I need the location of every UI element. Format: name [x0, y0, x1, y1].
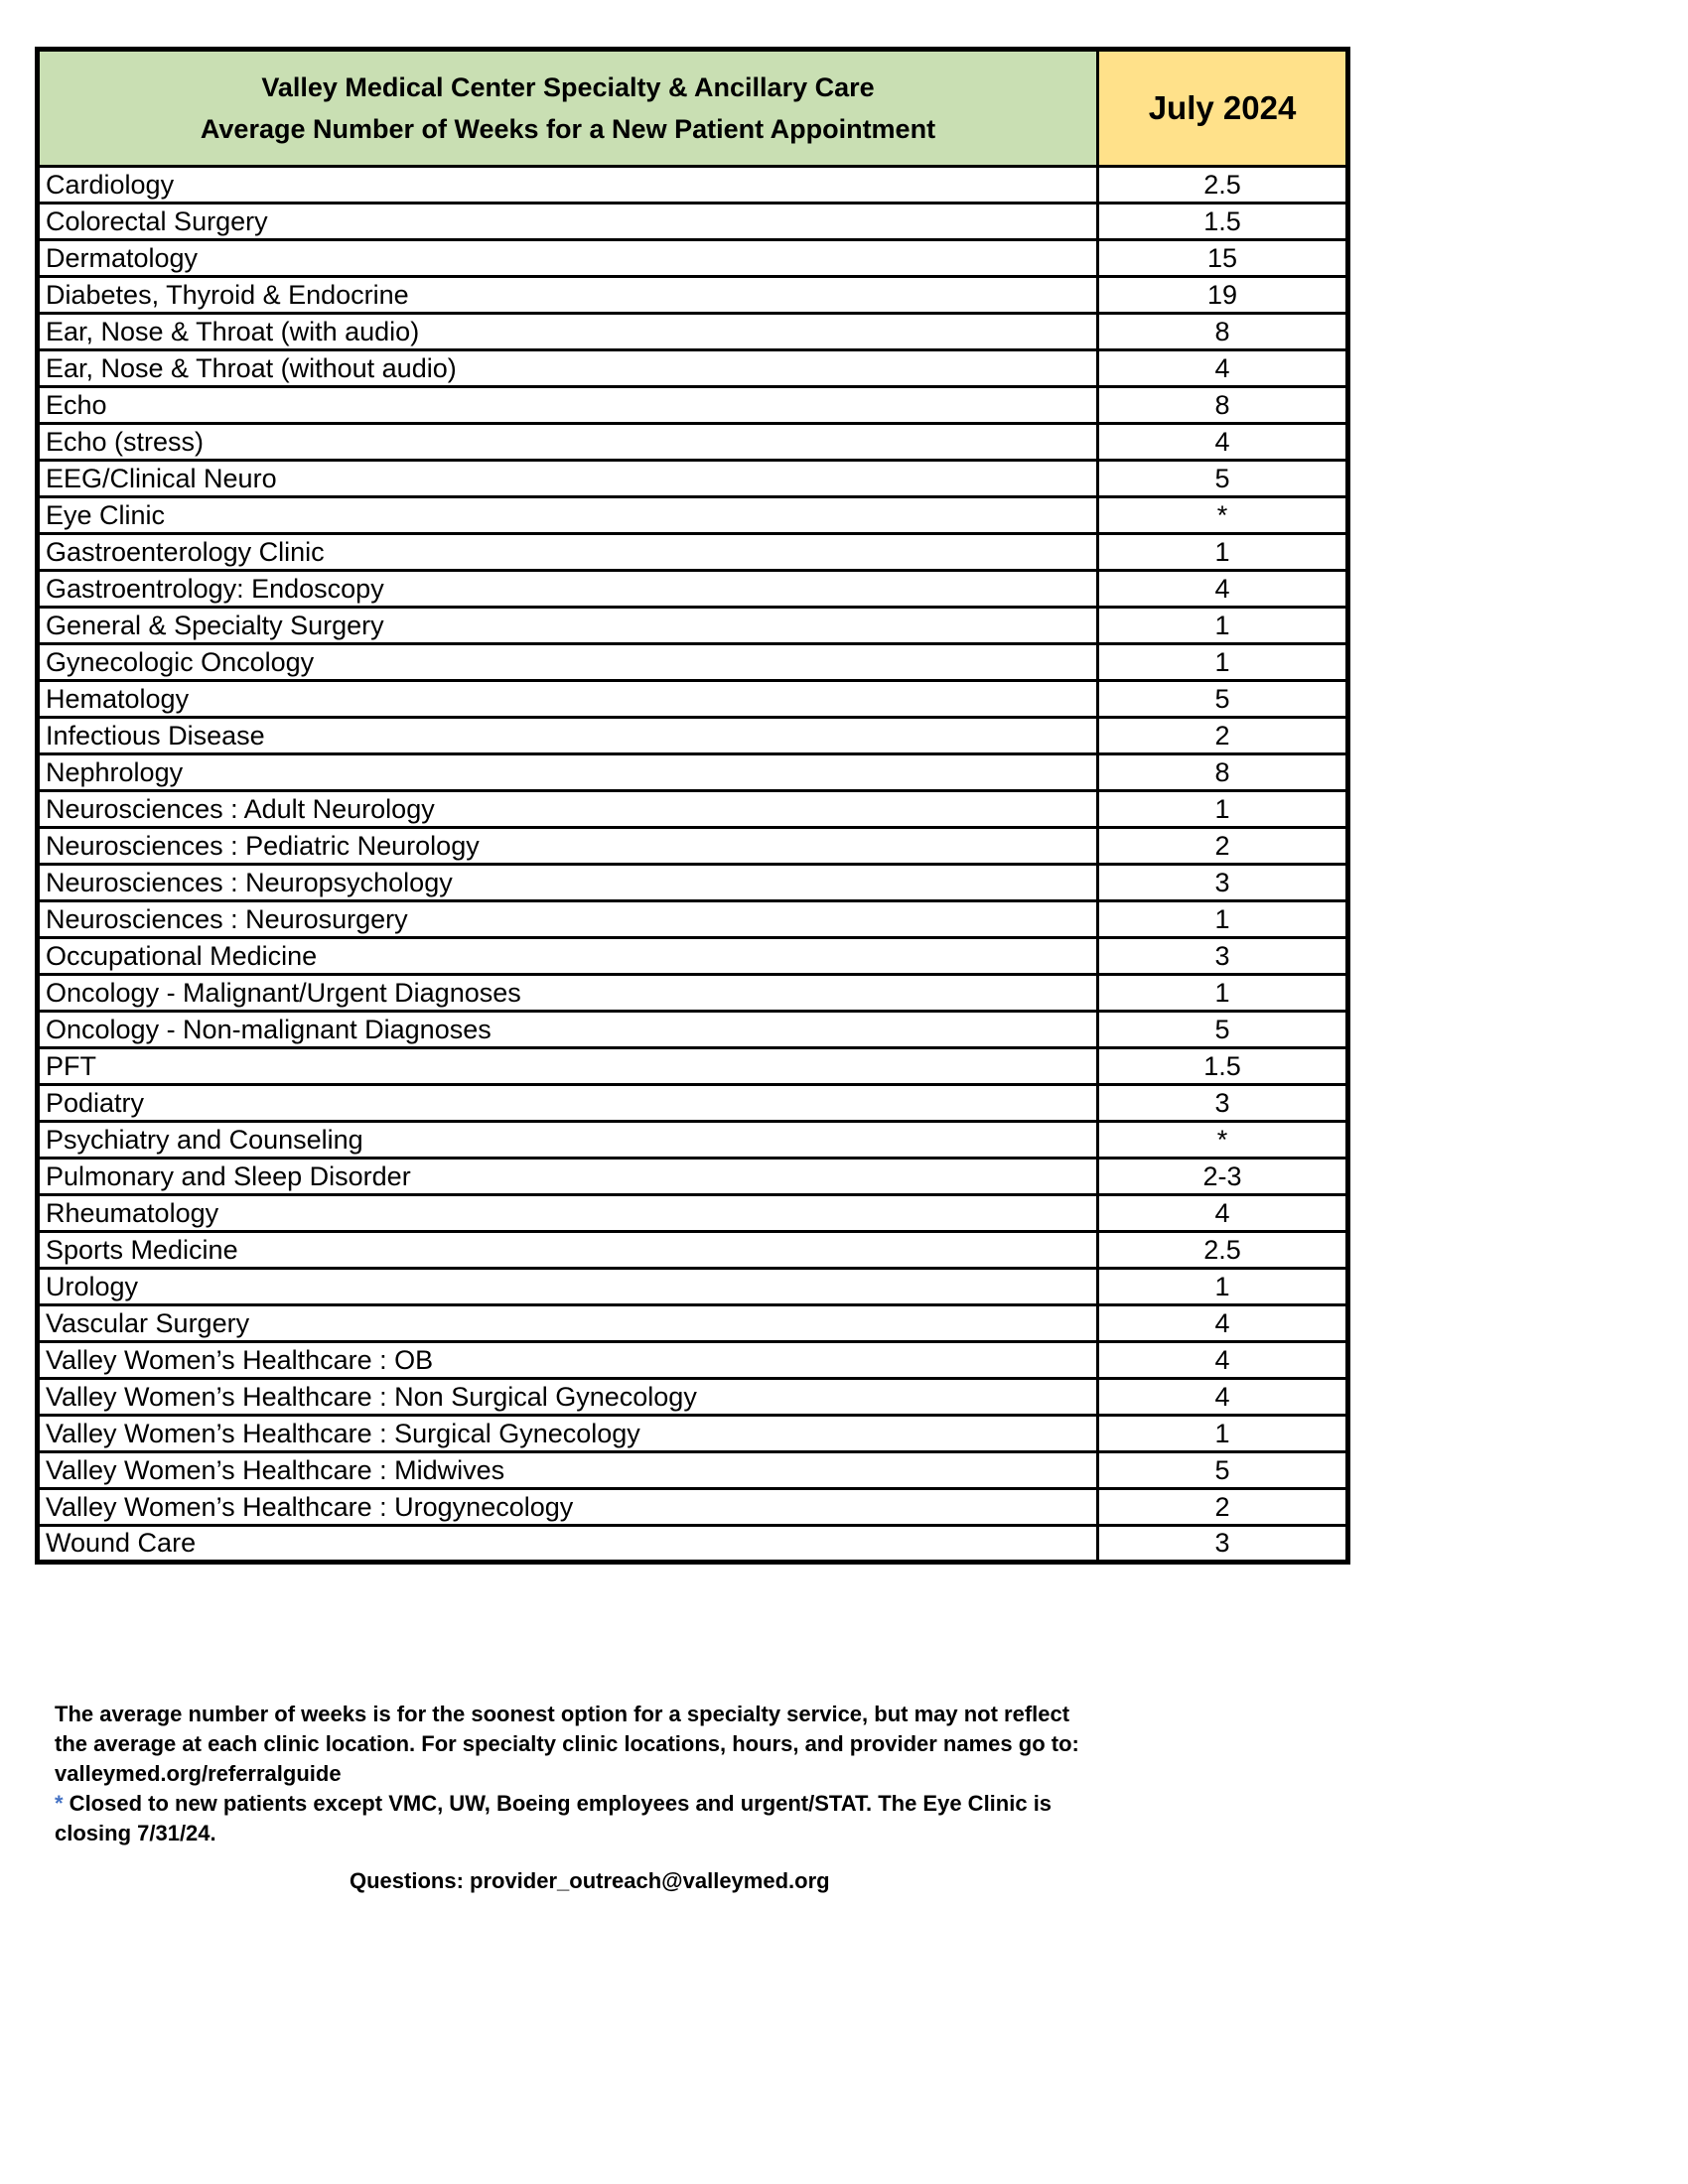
- weeks-value: 3: [1098, 938, 1348, 975]
- table-row: [38, 240, 1348, 277]
- footnotes: [55, 1700, 1079, 1848]
- table-row: [38, 1269, 1348, 1305]
- weeks-value: 5: [1098, 1012, 1348, 1048]
- table-header-period-cell: [1098, 50, 1348, 167]
- table-row: [38, 1085, 1348, 1122]
- weeks-value: 4: [1098, 1379, 1348, 1416]
- weeks-value: 5: [1098, 681, 1348, 718]
- table-row: [38, 387, 1348, 424]
- table-header-title-cell: [38, 50, 1098, 167]
- specialty-table-body: [38, 167, 1348, 1563]
- footnote-line-2: the average at each clinic location. For specialty clinic locations, hours, and provider names go to:: [55, 1731, 1079, 1756]
- table-row: [38, 424, 1348, 461]
- weeks-value: 1: [1098, 901, 1348, 938]
- weeks-value: 8: [1098, 754, 1348, 791]
- table-row: [38, 828, 1348, 865]
- table-row: [38, 461, 1348, 497]
- specialty-name: Neurosciences : Neurosurgery: [38, 901, 1098, 938]
- specialty-name: Wound Care: [38, 1526, 1098, 1563]
- period-label: July 2024: [1148, 89, 1297, 126]
- table-row: [38, 865, 1348, 901]
- header-row: [38, 50, 1348, 167]
- weeks-value: 1.5: [1098, 204, 1348, 240]
- table-row: [38, 1416, 1348, 1452]
- weeks-value: 4: [1098, 1342, 1348, 1379]
- footnote-line-5: closing 7/31/24.: [55, 1821, 216, 1845]
- specialty-name: Oncology - Non-malignant Diagnoses: [38, 1012, 1098, 1048]
- specialty-name: Colorectal Surgery: [38, 204, 1098, 240]
- specialty-name: Echo (stress): [38, 424, 1098, 461]
- specialty-name: Valley Women’s Healthcare : Midwives: [38, 1452, 1098, 1489]
- weeks-value: 4: [1098, 1305, 1348, 1342]
- weeks-value: 1: [1098, 644, 1348, 681]
- weeks-value: 4: [1098, 571, 1348, 608]
- specialty-name: Hematology: [38, 681, 1098, 718]
- table-row: [38, 1048, 1348, 1085]
- weeks-value: 4: [1098, 1195, 1348, 1232]
- table-row: [38, 571, 1348, 608]
- weeks-value: 19: [1098, 277, 1348, 314]
- footnote-line-3: valleymed.org/referralguide: [55, 1761, 342, 1786]
- weeks-value: 2.5: [1098, 1232, 1348, 1269]
- specialty-name: Gastroentrology: Endoscopy: [38, 571, 1098, 608]
- table-row: [38, 1232, 1348, 1269]
- table-row: [38, 314, 1348, 350]
- specialty-name: Infectious Disease: [38, 718, 1098, 754]
- weeks-value: 2: [1098, 1489, 1348, 1526]
- specialty-name: Valley Women’s Healthcare : Non Surgical Gynecology: [38, 1379, 1098, 1416]
- specialty-name: Valley Women’s Healthcare : OB: [38, 1342, 1098, 1379]
- table-row: [38, 204, 1348, 240]
- weeks-value: 4: [1098, 350, 1348, 387]
- table-row: [38, 350, 1348, 387]
- table-row: [38, 277, 1348, 314]
- footnote-line-4: [55, 1789, 1079, 1819]
- weeks-value: 5: [1098, 1452, 1348, 1489]
- specialty-name: Podiatry: [38, 1085, 1098, 1122]
- table-row: [38, 1195, 1348, 1232]
- table-row: [38, 1122, 1348, 1159]
- weeks-value: 3: [1098, 865, 1348, 901]
- table-row: [38, 534, 1348, 571]
- table-row: [38, 791, 1348, 828]
- table-row: [38, 167, 1348, 204]
- weeks-value: 2.5: [1098, 167, 1348, 204]
- weeks-value: 1: [1098, 791, 1348, 828]
- specialty-name: Gynecologic Oncology: [38, 644, 1098, 681]
- weeks-value: 1: [1098, 1416, 1348, 1452]
- table-row: [38, 1379, 1348, 1416]
- table-row: [38, 1305, 1348, 1342]
- weeks-value: 8: [1098, 387, 1348, 424]
- specialty-name: Cardiology: [38, 167, 1098, 204]
- specialty-table: [35, 47, 1350, 1565]
- weeks-value: 8: [1098, 314, 1348, 350]
- weeks-value: 1: [1098, 534, 1348, 571]
- specialty-name: Rheumatology: [38, 1195, 1098, 1232]
- table-row: [38, 1159, 1348, 1195]
- table-row: [38, 975, 1348, 1012]
- specialty-name: General & Specialty Surgery: [38, 608, 1098, 644]
- table-row: [38, 1452, 1348, 1489]
- table-row: [38, 608, 1348, 644]
- specialty-name: Neurosciences : Pediatric Neurology: [38, 828, 1098, 865]
- footnote-asterisk: *: [55, 1791, 64, 1816]
- specialty-name: Pulmonary and Sleep Disorder: [38, 1159, 1098, 1195]
- specialty-name: Valley Women’s Healthcare : Urogynecology: [38, 1489, 1098, 1526]
- footnote-line-1: The average number of weeks is for the soonest option for a specialty service, but may not reflect: [55, 1702, 1070, 1726]
- table-row: [38, 1012, 1348, 1048]
- weeks-value: 1: [1098, 975, 1348, 1012]
- specialty-name: Sports Medicine: [38, 1232, 1098, 1269]
- specialty-name: Urology: [38, 1269, 1098, 1305]
- weeks-value: 15: [1098, 240, 1348, 277]
- weeks-value: 2: [1098, 828, 1348, 865]
- table-row: [38, 754, 1348, 791]
- specialty-name: Psychiatry and Counseling: [38, 1122, 1098, 1159]
- footnote-line-4-text: Closed to new patients except VMC, UW, Boeing employees and urgent/STAT. The Eye Clinic is: [63, 1791, 1053, 1816]
- table-row: [38, 1342, 1348, 1379]
- table-row: [38, 644, 1348, 681]
- table-row: [38, 901, 1348, 938]
- weeks-value: 1.5: [1098, 1048, 1348, 1085]
- questions-line: Questions: provider_outreach@valleymed.org: [350, 1868, 830, 1893]
- weeks-value: 4: [1098, 424, 1348, 461]
- weeks-value: *: [1098, 497, 1348, 534]
- specialty-name: Valley Women’s Healthcare : Surgical Gynecology: [38, 1416, 1098, 1452]
- weeks-value: *: [1098, 1122, 1348, 1159]
- weeks-value: 2: [1098, 718, 1348, 754]
- specialty-name: PFT: [38, 1048, 1098, 1085]
- weeks-value: 1: [1098, 608, 1348, 644]
- weeks-value: 3: [1098, 1085, 1348, 1122]
- specialty-name: Neurosciences : Adult Neurology: [38, 791, 1098, 828]
- specialty-name: Nephrology: [38, 754, 1098, 791]
- specialty-name: Echo: [38, 387, 1098, 424]
- table-row: [38, 938, 1348, 975]
- specialty-name: Neurosciences : Neuropsychology: [38, 865, 1098, 901]
- table-row: [38, 1489, 1348, 1526]
- weeks-value: 2-3: [1098, 1159, 1348, 1195]
- specialty-name: Diabetes, Thyroid & Endocrine: [38, 277, 1098, 314]
- specialty-name: Dermatology: [38, 240, 1098, 277]
- weeks-value: 5: [1098, 461, 1348, 497]
- weeks-value: 1: [1098, 1269, 1348, 1305]
- table-title-line2: Average Number of Weeks for a New Patient Appointment: [200, 114, 936, 144]
- specialty-name: Eye Clinic: [38, 497, 1098, 534]
- specialty-name: Ear, Nose & Throat (without audio): [38, 350, 1098, 387]
- table-row: [38, 1526, 1348, 1563]
- specialty-name: Gastroenterology Clinic: [38, 534, 1098, 571]
- specialty-name: Ear, Nose & Throat (with audio): [38, 314, 1098, 350]
- specialty-name: Occupational Medicine: [38, 938, 1098, 975]
- specialty-name: Vascular Surgery: [38, 1305, 1098, 1342]
- weeks-value: 3: [1098, 1526, 1348, 1563]
- specialty-name: Oncology - Malignant/Urgent Diagnoses: [38, 975, 1098, 1012]
- table-row: [38, 718, 1348, 754]
- table-row: [38, 681, 1348, 718]
- specialty-name: EEG/Clinical Neuro: [38, 461, 1098, 497]
- table-row: [38, 497, 1348, 534]
- table-title-line1: Valley Medical Center Specialty & Ancillary Care: [261, 72, 875, 102]
